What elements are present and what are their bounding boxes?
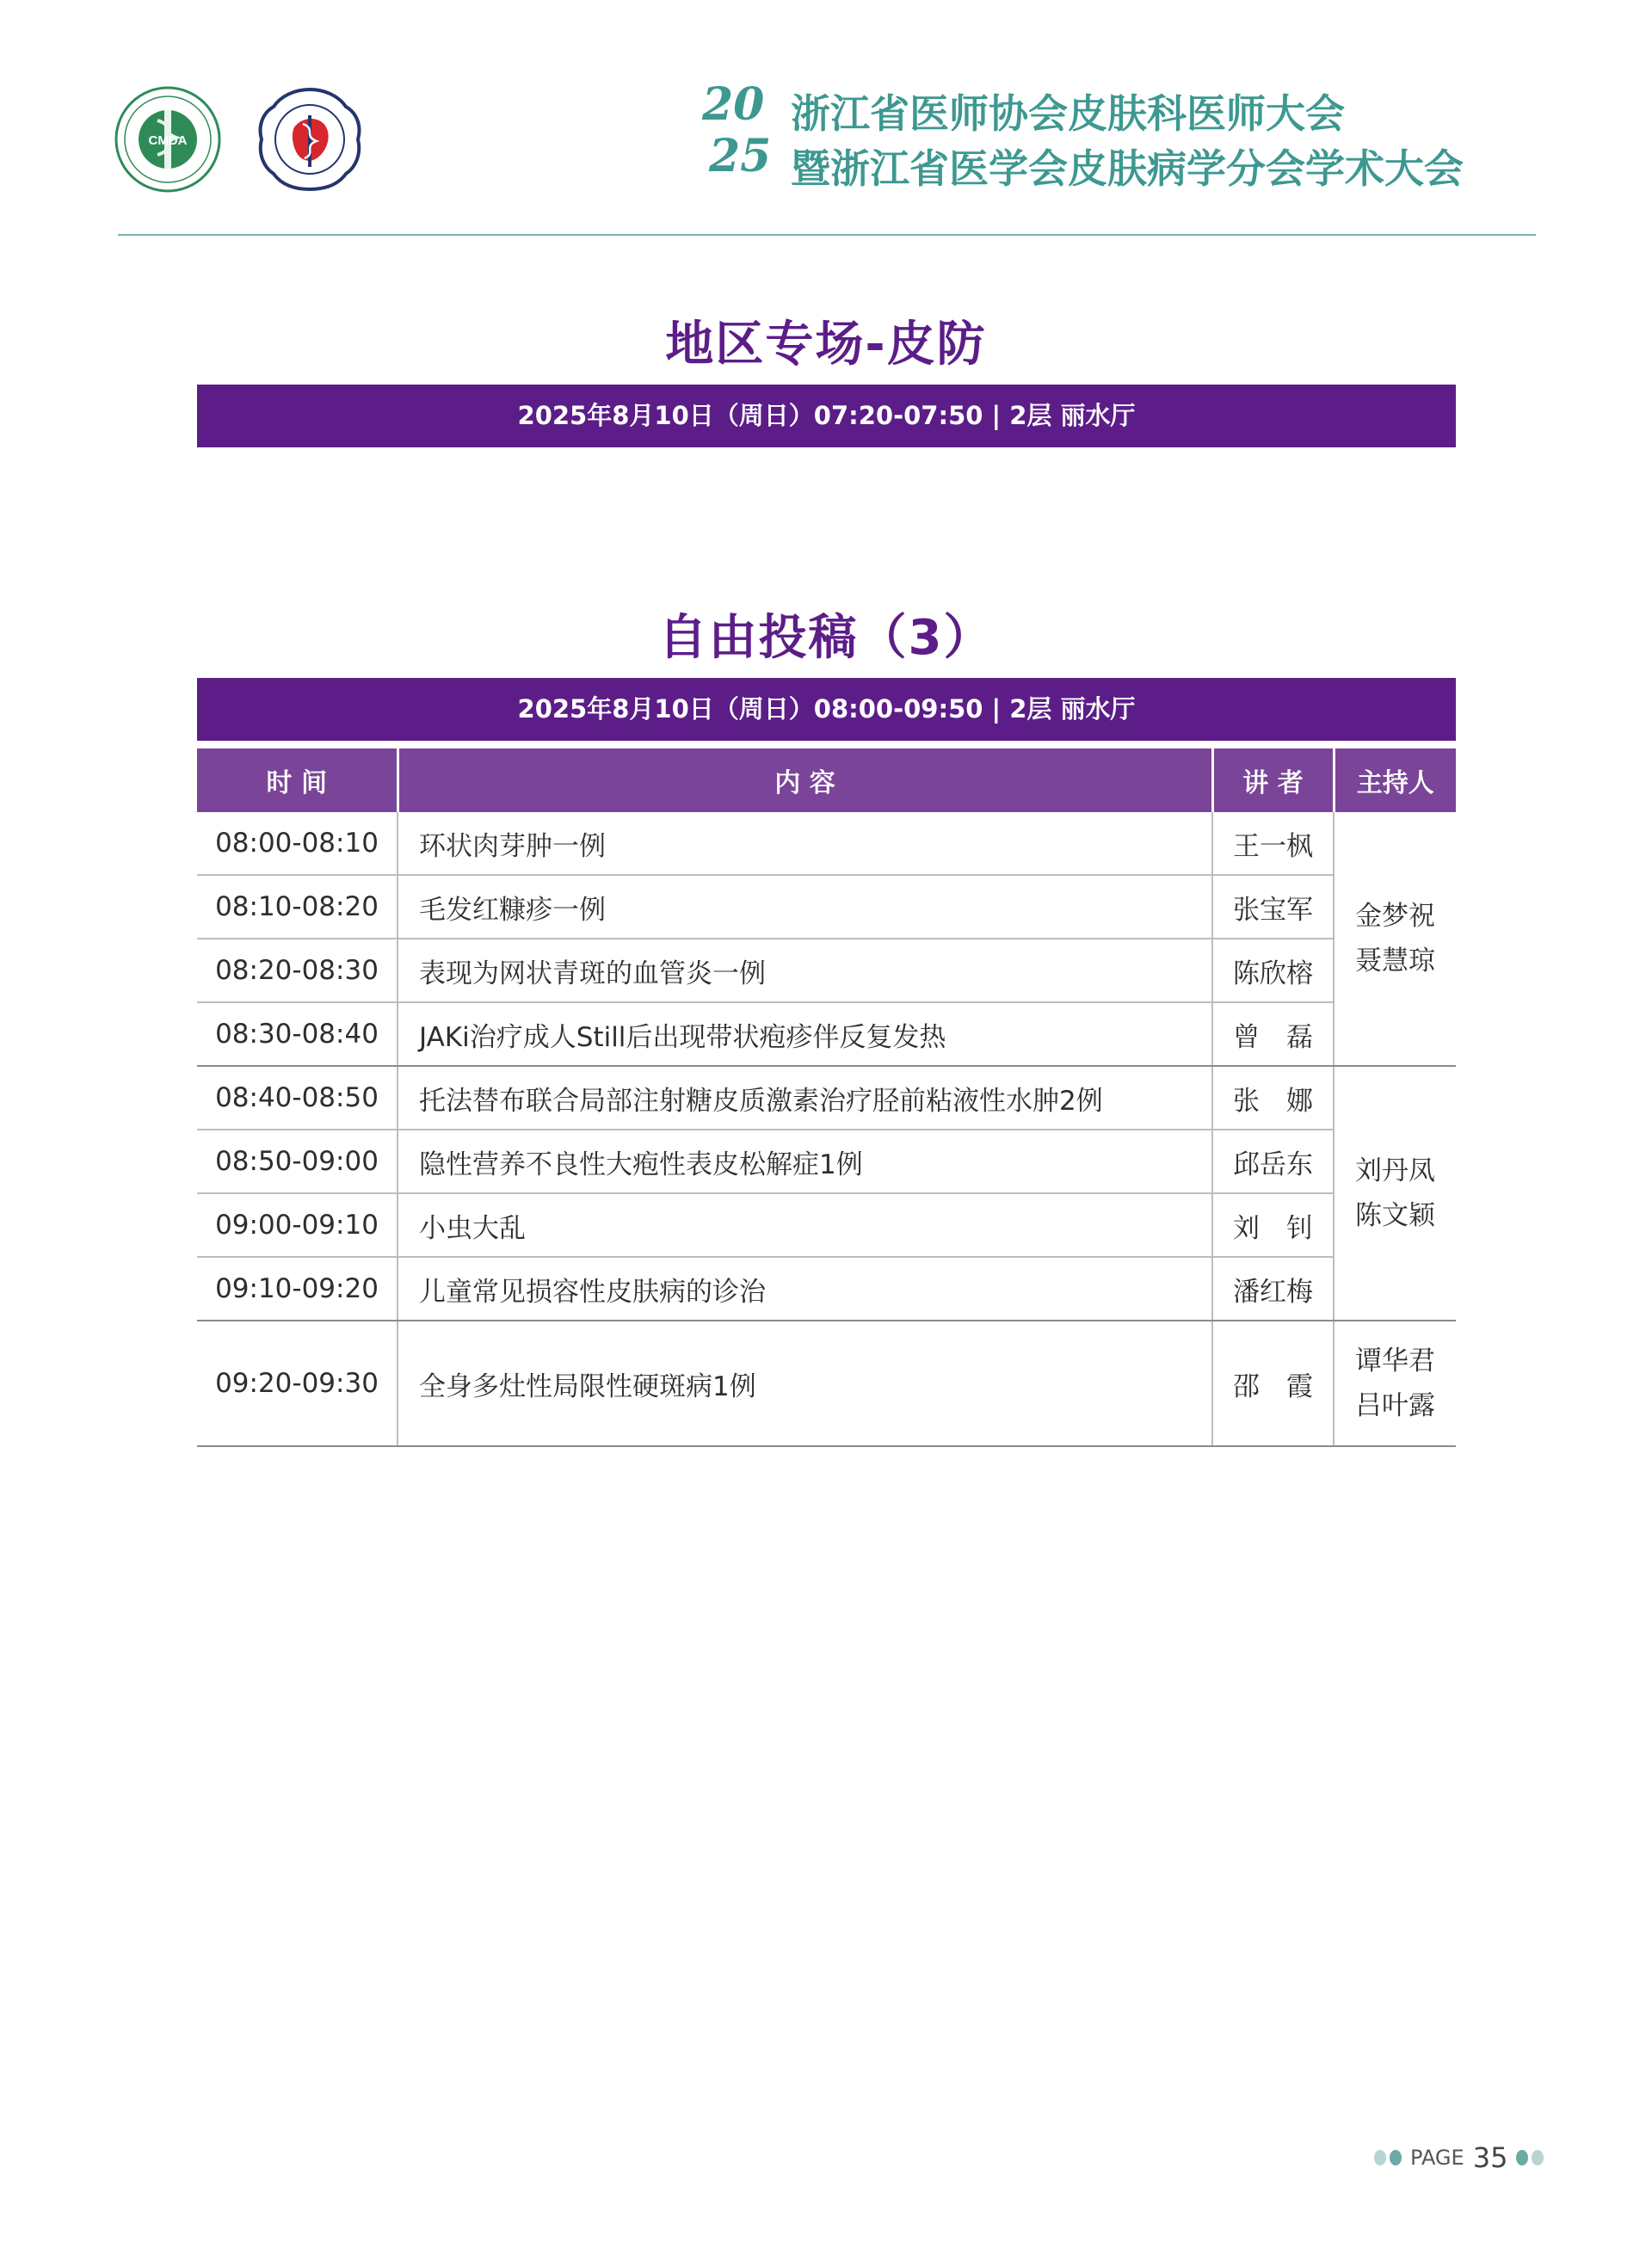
host-name: 刘丹凤 <box>1355 1155 1435 1186</box>
section2-time-bar: 2025年8月10日（周日）08:00-09:50 | 2层 丽水厅 <box>197 678 1456 741</box>
host-name: 聂慧琼 <box>1355 945 1435 976</box>
row-time: 08:30-08:40 <box>197 1002 398 1066</box>
row-content: 隐性营养不良性大疱性表皮松解症1例 <box>398 1130 1212 1193</box>
schedule-table <box>197 748 1456 1447</box>
left-dots-icon <box>1374 2150 1402 2165</box>
table-row <box>197 875 1456 939</box>
table-row <box>197 1066 1456 1130</box>
row-speaker: 陈欣榕 <box>1212 939 1334 1002</box>
row-time: 09:20-09:30 <box>197 1321 398 1446</box>
host-cell-group3 <box>1334 1321 1456 1446</box>
page-label: PAGE <box>1410 2146 1464 2170</box>
row-content: 毛发红糠疹一例 <box>398 875 1212 939</box>
table-header-row <box>197 748 1456 812</box>
table-row <box>197 1321 1456 1446</box>
row-speaker: 曾 磊 <box>1212 1002 1334 1066</box>
row-speaker: 潘红梅 <box>1212 1257 1334 1321</box>
row-content: 托法替布联合局部注射糖皮质激素治疗胫前粘液性水肿2例 <box>398 1066 1212 1130</box>
section1-title: 地区专场-皮防 <box>665 317 987 373</box>
conference-title-line1: 浙江省医师协会皮肤科医师大会 <box>791 90 1345 137</box>
row-speaker: 邱岳东 <box>1212 1130 1334 1193</box>
header-divider <box>118 234 1536 236</box>
page-number-value: 35 <box>1472 2141 1508 2174</box>
header-time: 时 间 <box>197 748 398 812</box>
conference-title <box>702 79 1545 191</box>
row-speaker: 王一枫 <box>1212 812 1334 875</box>
row-content: 全身多灶性局限性硬斑病1例 <box>398 1321 1212 1446</box>
page-number <box>1374 2140 1544 2175</box>
row-speaker: 刘 钊 <box>1212 1193 1334 1257</box>
row-time: 08:20-08:30 <box>197 939 398 1002</box>
row-speaker: 张宝军 <box>1212 875 1334 939</box>
cmda-logo-text: CMDA <box>148 133 188 148</box>
table-row <box>197 939 1456 1002</box>
row-speaker: 张 娜 <box>1212 1066 1334 1130</box>
header-host: 主持人 <box>1334 748 1456 812</box>
section1-time-bar: 2025年8月10日（周日）07:20-07:50 | 2层 丽水厅 <box>197 385 1456 447</box>
row-content: 环状肉芽肿一例 <box>398 812 1212 875</box>
host-name: 谭华君 <box>1355 1346 1435 1377</box>
conference-year <box>702 79 788 191</box>
row-content: JAKi治疗成人Still后出现带状疱疹伴反复发热 <box>398 1002 1212 1066</box>
row-speaker: 邵 霞 <box>1212 1321 1334 1446</box>
host-name: 陈文颖 <box>1355 1200 1435 1231</box>
year-top: 20 <box>702 78 765 131</box>
zma-logo <box>256 86 363 193</box>
conference-title-line2: 暨浙江省医学会皮肤病学分会学术大会 <box>791 145 1464 192</box>
header-speaker: 讲 者 <box>1212 748 1334 812</box>
host-name: 金梦祝 <box>1355 901 1435 932</box>
row-time: 08:40-08:50 <box>197 1066 398 1130</box>
host-cell-group1 <box>1334 812 1456 1066</box>
row-content: 小虫大乱 <box>398 1193 1212 1257</box>
row-time: 08:00-08:10 <box>197 812 398 875</box>
row-time: 08:10-08:20 <box>197 875 398 939</box>
cmda-logo <box>114 86 221 193</box>
host-name: 吕叶露 <box>1355 1390 1435 1421</box>
year-bottom: 25 <box>709 130 772 182</box>
table-row <box>197 1002 1456 1066</box>
row-time: 09:10-09:20 <box>197 1257 398 1321</box>
right-dots-icon <box>1516 2150 1544 2165</box>
row-time: 08:50-09:00 <box>197 1130 398 1193</box>
section2-title: 自由投稿（3） <box>658 610 994 666</box>
header-content: 内 容 <box>398 748 1212 812</box>
row-time: 09:00-09:10 <box>197 1193 398 1257</box>
table-row <box>197 812 1456 875</box>
host-cell-group2 <box>1334 1066 1456 1321</box>
table-row <box>197 1257 1456 1321</box>
table-row <box>197 1130 1456 1193</box>
row-content: 儿童常见损容性皮肤病的诊治 <box>398 1257 1212 1321</box>
table-row <box>197 1193 1456 1257</box>
row-content: 表现为网状青斑的血管炎一例 <box>398 939 1212 1002</box>
